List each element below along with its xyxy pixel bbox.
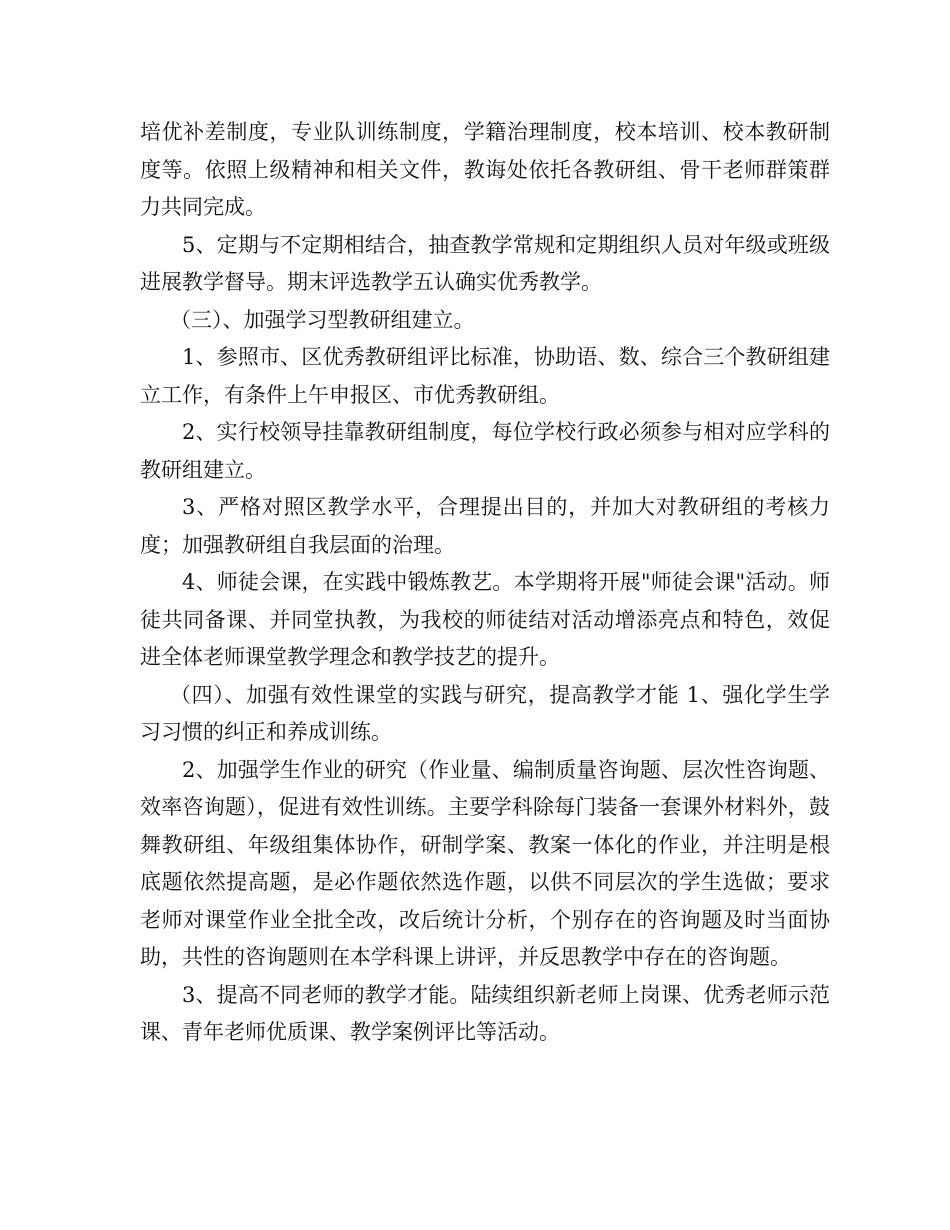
section-heading-four: （四）、加强有效性课堂的实践与研究，提高教学才能 1、强化学生学习习惯的纠正和养成训练。: [140, 682, 830, 744]
paragraph-item-2-homework: 2、加强学生作业的研究（作业量、编制质量咨询题、层次性咨询题、效率咨询题），促进有效性训练。主要学科除每门装备一套课外材料外，鼓舞教研组、年级组集体协作，研制学案、教案一体化的作业，并注明是根底题依然提高题，是必作题依然选作题，以供不同层次的学生选做；要求老师对课堂作业全批全改，改后统计分析，个别存在的咨询题及时当面协助，共性的咨询题则在本学科课上讲评，并反思教学中存在的咨询题。: [140, 757, 830, 969]
section-heading-three: （三）、加强学习型教研组建立。: [170, 307, 475, 332]
paragraph-continued: 培优补差制度，专业队训练制度，学籍治理制度，校本培训、校本教研制度等。依照上级精神和相关文件，教诲处依托各教研组、骨干老师群策群力共同完成。: [140, 120, 830, 219]
paragraph-item-2: 2、实行校领导挂靠教研组制度，每位学校行政必须参与相对应学科的教研组建立。: [140, 420, 830, 482]
paragraph-item-3: 3、严格对照区教学水平，合理提出目的，并加大对教研组的考核力度；加强教研组自我层面的治理。: [140, 495, 830, 557]
document-body: [140, 114, 830, 1052]
paragraph-item-5: 5、定期与不定期相结合，抽查教学常规和定期组织人员对年级或班级进展教学督导。期末评选教学五认确实优秀教学。: [140, 232, 830, 294]
paragraph-item-1: 1、参照市、区优秀教研组评比标准，协助语、数、综合三个教研组建立工作，有条件上午申报区、市优秀教研组。: [140, 345, 830, 407]
paragraph-item-3-teaching: 3、提高不同老师的教学才能。陆续组织新老师上岗课、优秀老师示范课、青年老师优质课、教学案例评比等活动。: [140, 982, 830, 1044]
paragraph-item-4: 4、师徒会课，在实践中锻炼教艺。本学期将开展"师徒会课"活动。师徒共同备课、并同堂执教，为我校的师徒结对活动增添亮点和特色，效促进全体老师课堂教学理念和教学技艺的提升。: [140, 570, 830, 669]
